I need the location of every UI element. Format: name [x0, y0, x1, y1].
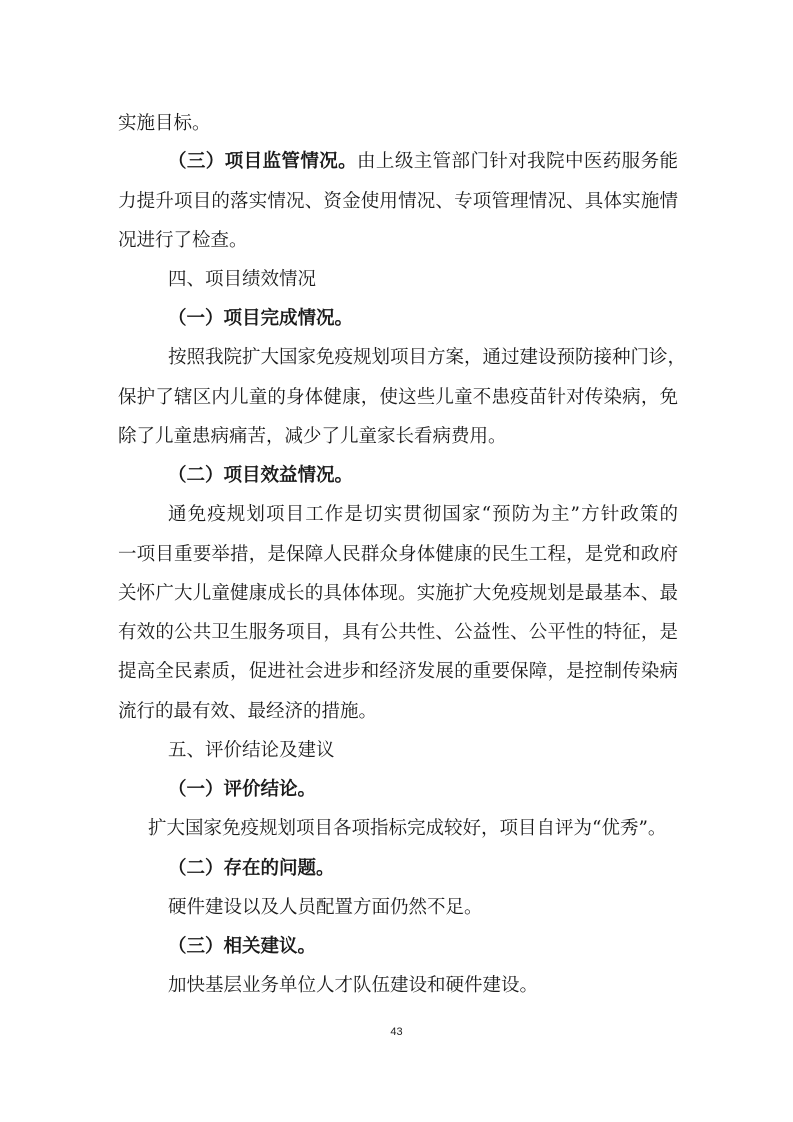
paragraph-line: 提高全民素质，促进社会进步和经济发展的重要保障，是控制传染病: [118, 661, 678, 682]
paragraph-line: 硬件建设以及人员配置方面仍然不足。: [168, 897, 483, 918]
paragraph-line: 扩大国家免疫规划项目各项指标完成较好，项目自评为“优秀”。: [148, 818, 667, 839]
paragraph-line: 一项目重要举措，是保障人民群众身体健康的民生工程，是党和政府: [118, 544, 678, 565]
paragraph-text: 由上级主管部门针对我院中医药服务能: [357, 151, 678, 172]
subsection-heading: （一）评价结论。: [168, 779, 317, 800]
subsection-heading: （三）相关建议。: [168, 936, 317, 957]
subsection-heading: （一）项目完成情况。: [168, 308, 354, 329]
section-title: 五、评价结论及建议: [168, 740, 335, 761]
paragraph-line: 实施目标。: [118, 113, 211, 134]
paragraph-line: 有效的公共卫生服务项目，具有公共性、公益性、公平性的特征，是: [118, 622, 678, 643]
paragraph-line: 关怀广大儿童健康成长的具体体现。实施扩大免疫规划是最基本、最: [118, 583, 678, 604]
paragraph-line: 加快基层业务单位人才队伍建设和硬件建设。: [168, 975, 539, 996]
paragraph-line: 按照我院扩大国家免疫规划项目方案，通过建设预防接种门诊，: [168, 347, 687, 368]
paragraph-line: 流行的最有效、最经济的措施。: [118, 701, 378, 722]
page-number: 43: [390, 1026, 403, 1038]
paragraph-line: 况进行了检查。: [118, 230, 248, 251]
paragraph-line: 力提升项目的落实情况、资金使用情况、专项管理情况、具体实施情: [118, 191, 678, 212]
subsection-heading: （二）存在的问题。: [168, 858, 335, 879]
subsection-heading: （二）项目效益情况。: [168, 465, 354, 486]
paragraph-line: [168, 150, 678, 174]
paragraph-line: 通免疫规划项目工作是切实贯彻国家“预防为主”方针政策的: [168, 504, 678, 525]
section-heading: （三）项目监管情况。: [168, 151, 358, 172]
paragraph-line: 除了儿童患病痛苦，减少了儿童家长看病费用。: [118, 426, 507, 447]
paragraph-line: 保护了辖区内儿童的身体健康，使这些儿童不患疫苗针对传染病，免: [118, 387, 678, 408]
section-title: 四、项目绩效情况: [168, 269, 317, 290]
